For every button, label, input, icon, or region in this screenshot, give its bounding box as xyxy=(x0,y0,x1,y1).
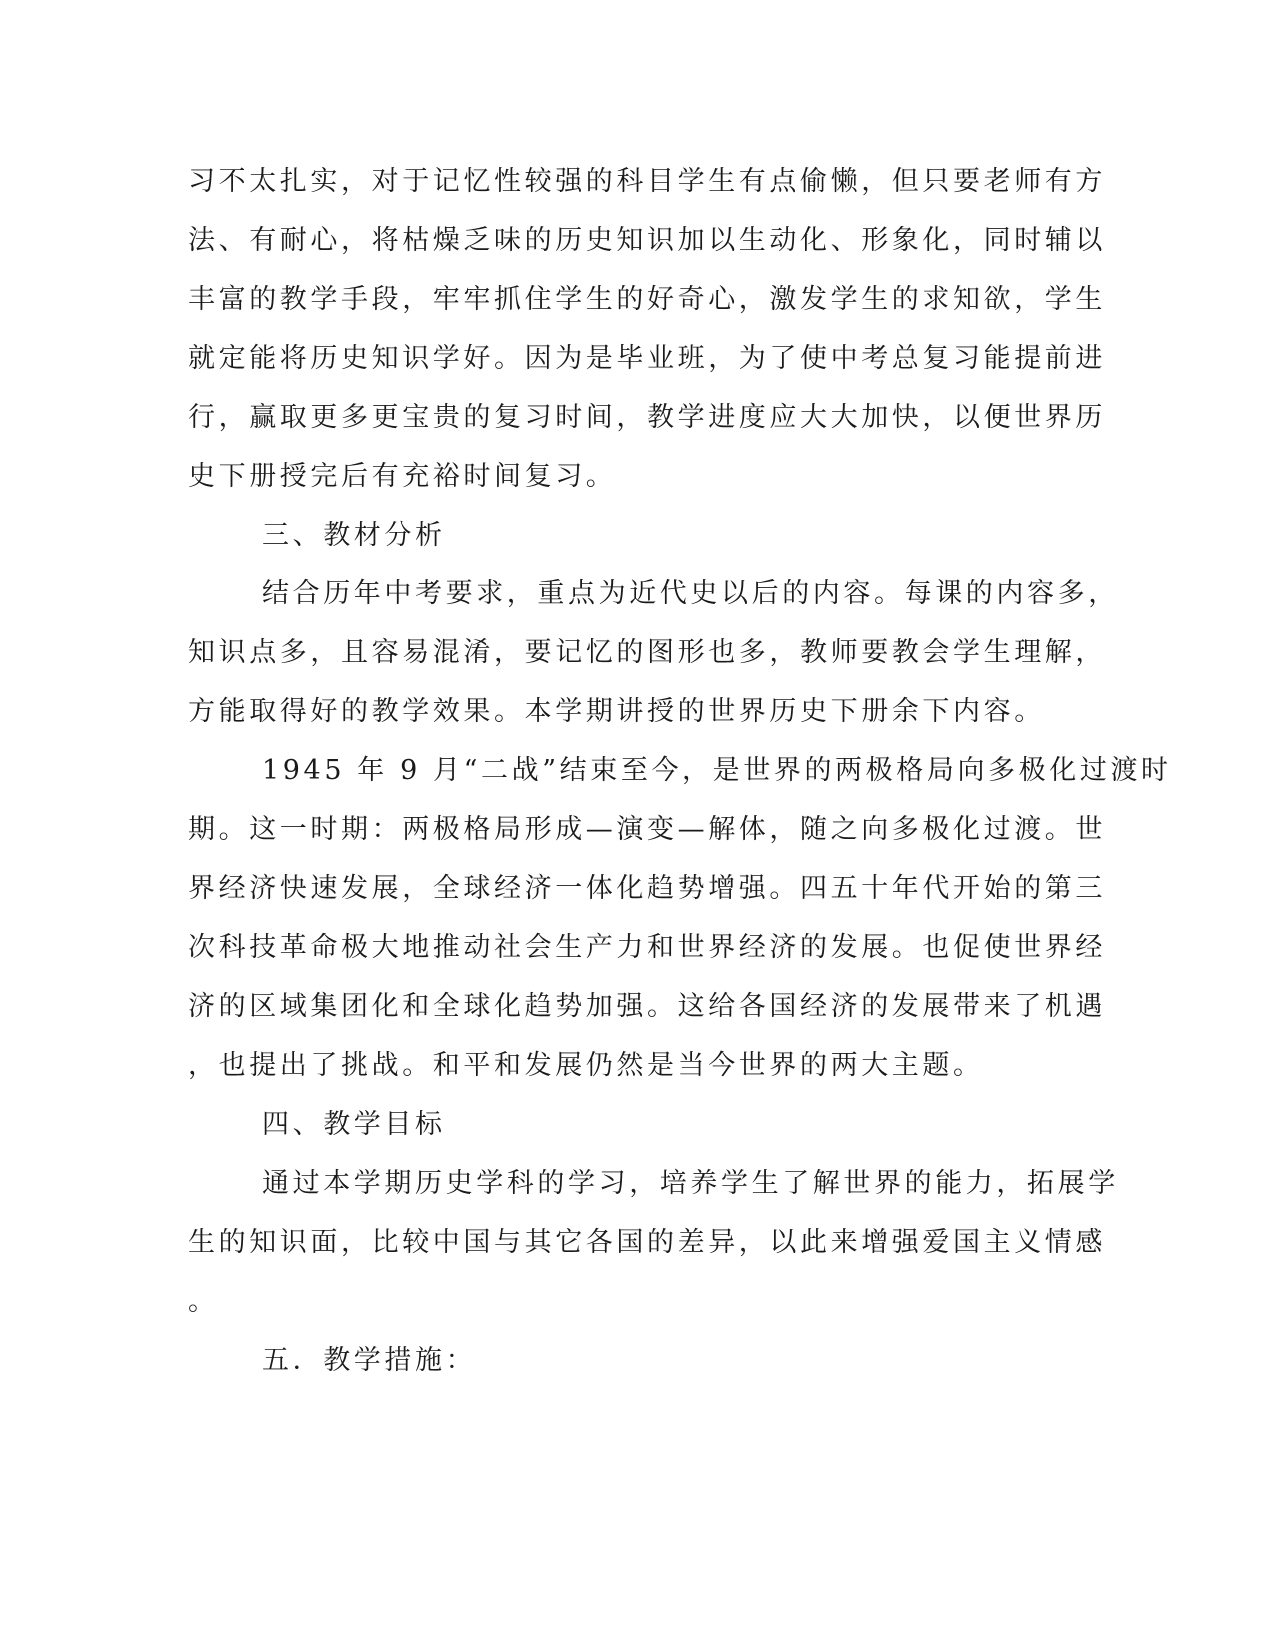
text-line: 1945 年 9 月“二战”结束至今，是世界的两极格局向多极化过渡时 xyxy=(262,755,1172,786)
text-line: 济的区域集团化和全球化趋势加强。这给各国经济的发展带来了机遇 xyxy=(188,991,1106,1022)
text-line: 期。这一时期：两极格局形成—演变—解体，随之向多极化过渡。世 xyxy=(188,814,1106,845)
text-line: ，也提出了挑战。和平和发展仍然是当今世界的两大主题。 xyxy=(188,1050,984,1081)
text-line: 界经济快速发展，全球经济一体化趋势增强。四五十年代开始的第三 xyxy=(188,873,1106,904)
text-line: 生的知识面，比较中国与其它各国的差异，以此来增强爱国主义情感 xyxy=(188,1227,1106,1258)
text-line: 次科技革命极大地推动社会生产力和世界经济的发展。也促使世界经 xyxy=(188,932,1106,963)
text-line: 。 xyxy=(188,1286,219,1317)
text-line: 就定能将历史知识学好。因为是毕业班，为了使中考总复习能提前进 xyxy=(188,343,1106,374)
text-line: 结合历年中考要求，重点为近代史以后的内容。每课的内容多， xyxy=(262,578,1119,609)
text-line: 方能取得好的教学效果。本学期讲授的世界历史下册余下内容。 xyxy=(188,696,1045,727)
section-heading: 四、教学目标 xyxy=(262,1109,446,1140)
text-line: 史下册授完后有充裕时间复习。 xyxy=(188,461,617,492)
text-line: 通过本学期历史学科的学习，培养学生了解世界的能力，拓展学 xyxy=(262,1168,1119,1199)
section-heading: 五．教学措施： xyxy=(262,1345,477,1376)
section-heading: 三、教材分析 xyxy=(262,520,446,551)
text-line: 法、有耐心，将枯燥乏味的历史知识加以生动化、形象化，同时辅以 xyxy=(188,225,1106,256)
text-line: 行，赢取更多更宝贵的复习时间，教学进度应大大加快，以便世界历 xyxy=(188,402,1106,433)
text-line: 知识点多，且容易混淆，要记忆的图形也多，教师要教会学生理解， xyxy=(188,637,1106,668)
text-line: 习不太扎实，对于记忆性较强的科目学生有点偷懒，但只要老师有方 xyxy=(188,166,1106,197)
text-line: 丰富的教学手段，牢牢抓住学生的好奇心，激发学生的求知欲，学生 xyxy=(188,284,1106,315)
